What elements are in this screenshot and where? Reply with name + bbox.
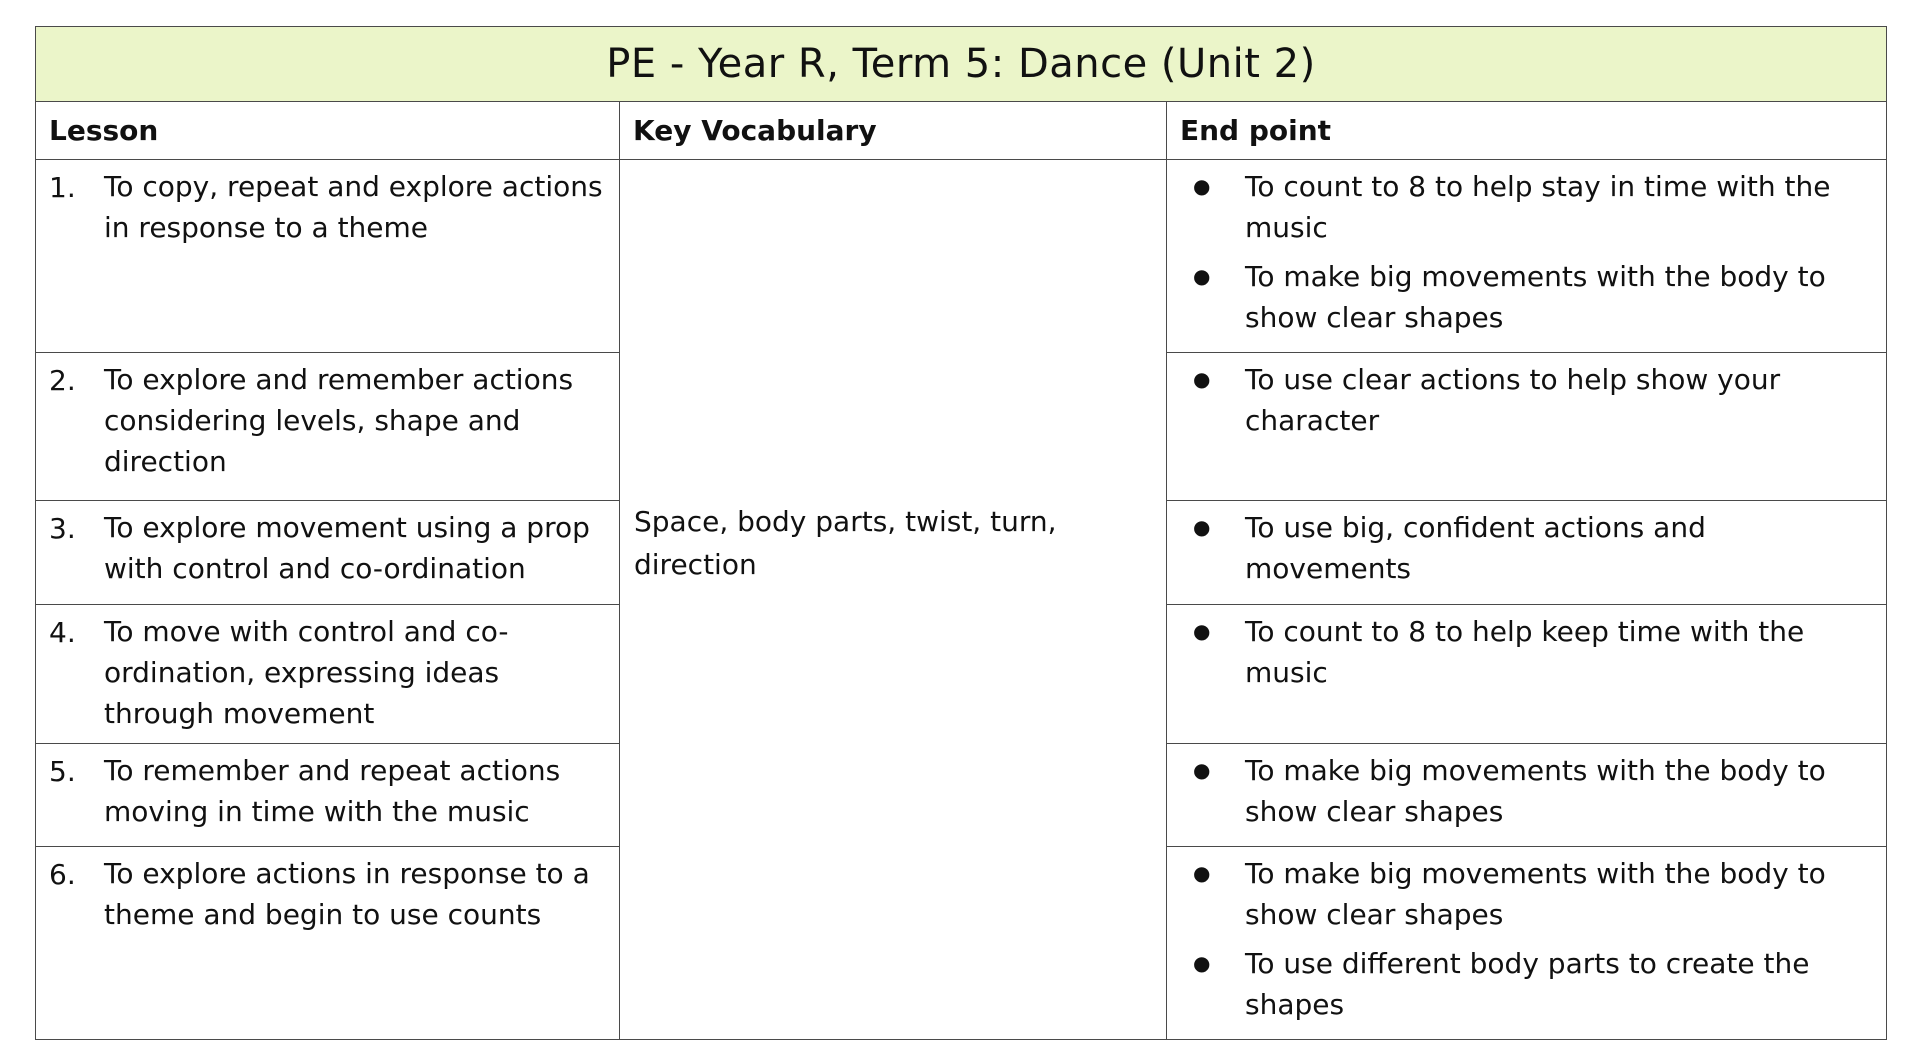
lesson-text: To copy, repeat and explore actions in response to a theme <box>104 170 603 244</box>
bullet-icon: ● <box>1193 951 1211 975</box>
end-point-cell <box>1167 744 1887 847</box>
end-point-cell <box>1167 160 1887 353</box>
end-point-cell <box>1167 353 1887 501</box>
lesson-cell <box>36 847 620 1040</box>
bullet-icon: ● <box>1193 515 1211 539</box>
header-key-vocabulary: Key Vocabulary <box>620 102 1167 160</box>
bullet-icon: ● <box>1193 619 1211 643</box>
bullet-icon: ● <box>1193 174 1211 198</box>
lesson-number: 6. <box>49 858 76 891</box>
lesson-cell <box>36 353 620 501</box>
end-point-list <box>1193 611 1878 693</box>
end-point-text: To count to 8 to help stay in time with the music <box>1245 170 1831 244</box>
bullet-icon: ● <box>1193 367 1211 391</box>
end-point-list <box>1193 853 1878 1025</box>
bullet-icon: ● <box>1193 758 1211 782</box>
header-lesson: Lesson <box>36 102 620 160</box>
list-item <box>1193 256 1878 338</box>
list-item <box>1193 507 1878 589</box>
lesson-text: To explore and remember actions considering levels, shape and direction <box>104 363 574 478</box>
end-point-list <box>1193 750 1878 832</box>
bullet-icon: ● <box>1193 861 1211 885</box>
lesson-text: To remember and repeat actions moving in time with the music <box>104 754 561 828</box>
lesson-cell <box>36 160 620 353</box>
lesson-cell <box>36 501 620 605</box>
end-point-list <box>1193 359 1878 441</box>
list-item <box>1193 611 1878 693</box>
lesson-number: 4. <box>49 616 76 649</box>
end-point-cell <box>1167 605 1887 744</box>
end-point-text: To use different body parts to create the shapes <box>1245 947 1810 1021</box>
lesson-cell <box>36 744 620 847</box>
list-item <box>1193 943 1878 1025</box>
lesson-number: 1. <box>49 171 76 204</box>
lesson-number: 3. <box>49 512 76 545</box>
end-point-cell <box>1167 501 1887 605</box>
end-point-text: To make big movements with the body to show clear shapes <box>1245 857 1826 931</box>
lesson-text: To explore actions in response to a theme and begin to use counts <box>104 857 590 931</box>
lesson-text: To move with control and co-ordination, expressing ideas through movement <box>104 615 509 730</box>
list-item <box>1193 750 1878 832</box>
table-row <box>36 160 1887 353</box>
lesson-number: 2. <box>49 364 76 397</box>
end-point-text: To use clear actions to help show your character <box>1245 363 1781 437</box>
list-item <box>1193 853 1878 935</box>
lesson-number: 5. <box>49 755 76 788</box>
end-point-cell <box>1167 847 1887 1040</box>
lesson-plan-document <box>35 26 1886 1040</box>
lesson-cell <box>36 605 620 744</box>
list-item <box>1193 359 1878 441</box>
end-point-list <box>1193 507 1878 589</box>
key-vocabulary-cell <box>620 160 1167 1040</box>
key-vocabulary-text: Space, body parts, twist, turn, direction <box>634 504 1057 581</box>
lesson-plan-table <box>35 26 1887 1040</box>
end-point-text: To count to 8 to help keep time with the music <box>1245 615 1805 689</box>
header-end-point: End point <box>1167 102 1887 160</box>
page-title: PE - Year R, Term 5: Dance (Unit 2) <box>36 27 1887 102</box>
end-point-text: To make big movements with the body to show clear shapes <box>1245 260 1826 334</box>
end-point-text: To make big movements with the body to show clear shapes <box>1245 754 1826 828</box>
bullet-icon: ● <box>1193 264 1211 288</box>
lesson-text: To explore movement using a prop with control and co-ordination <box>104 511 590 585</box>
list-item <box>1193 166 1878 248</box>
end-point-text: To use big, confident actions and movements <box>1245 511 1706 585</box>
end-point-list <box>1193 166 1878 338</box>
